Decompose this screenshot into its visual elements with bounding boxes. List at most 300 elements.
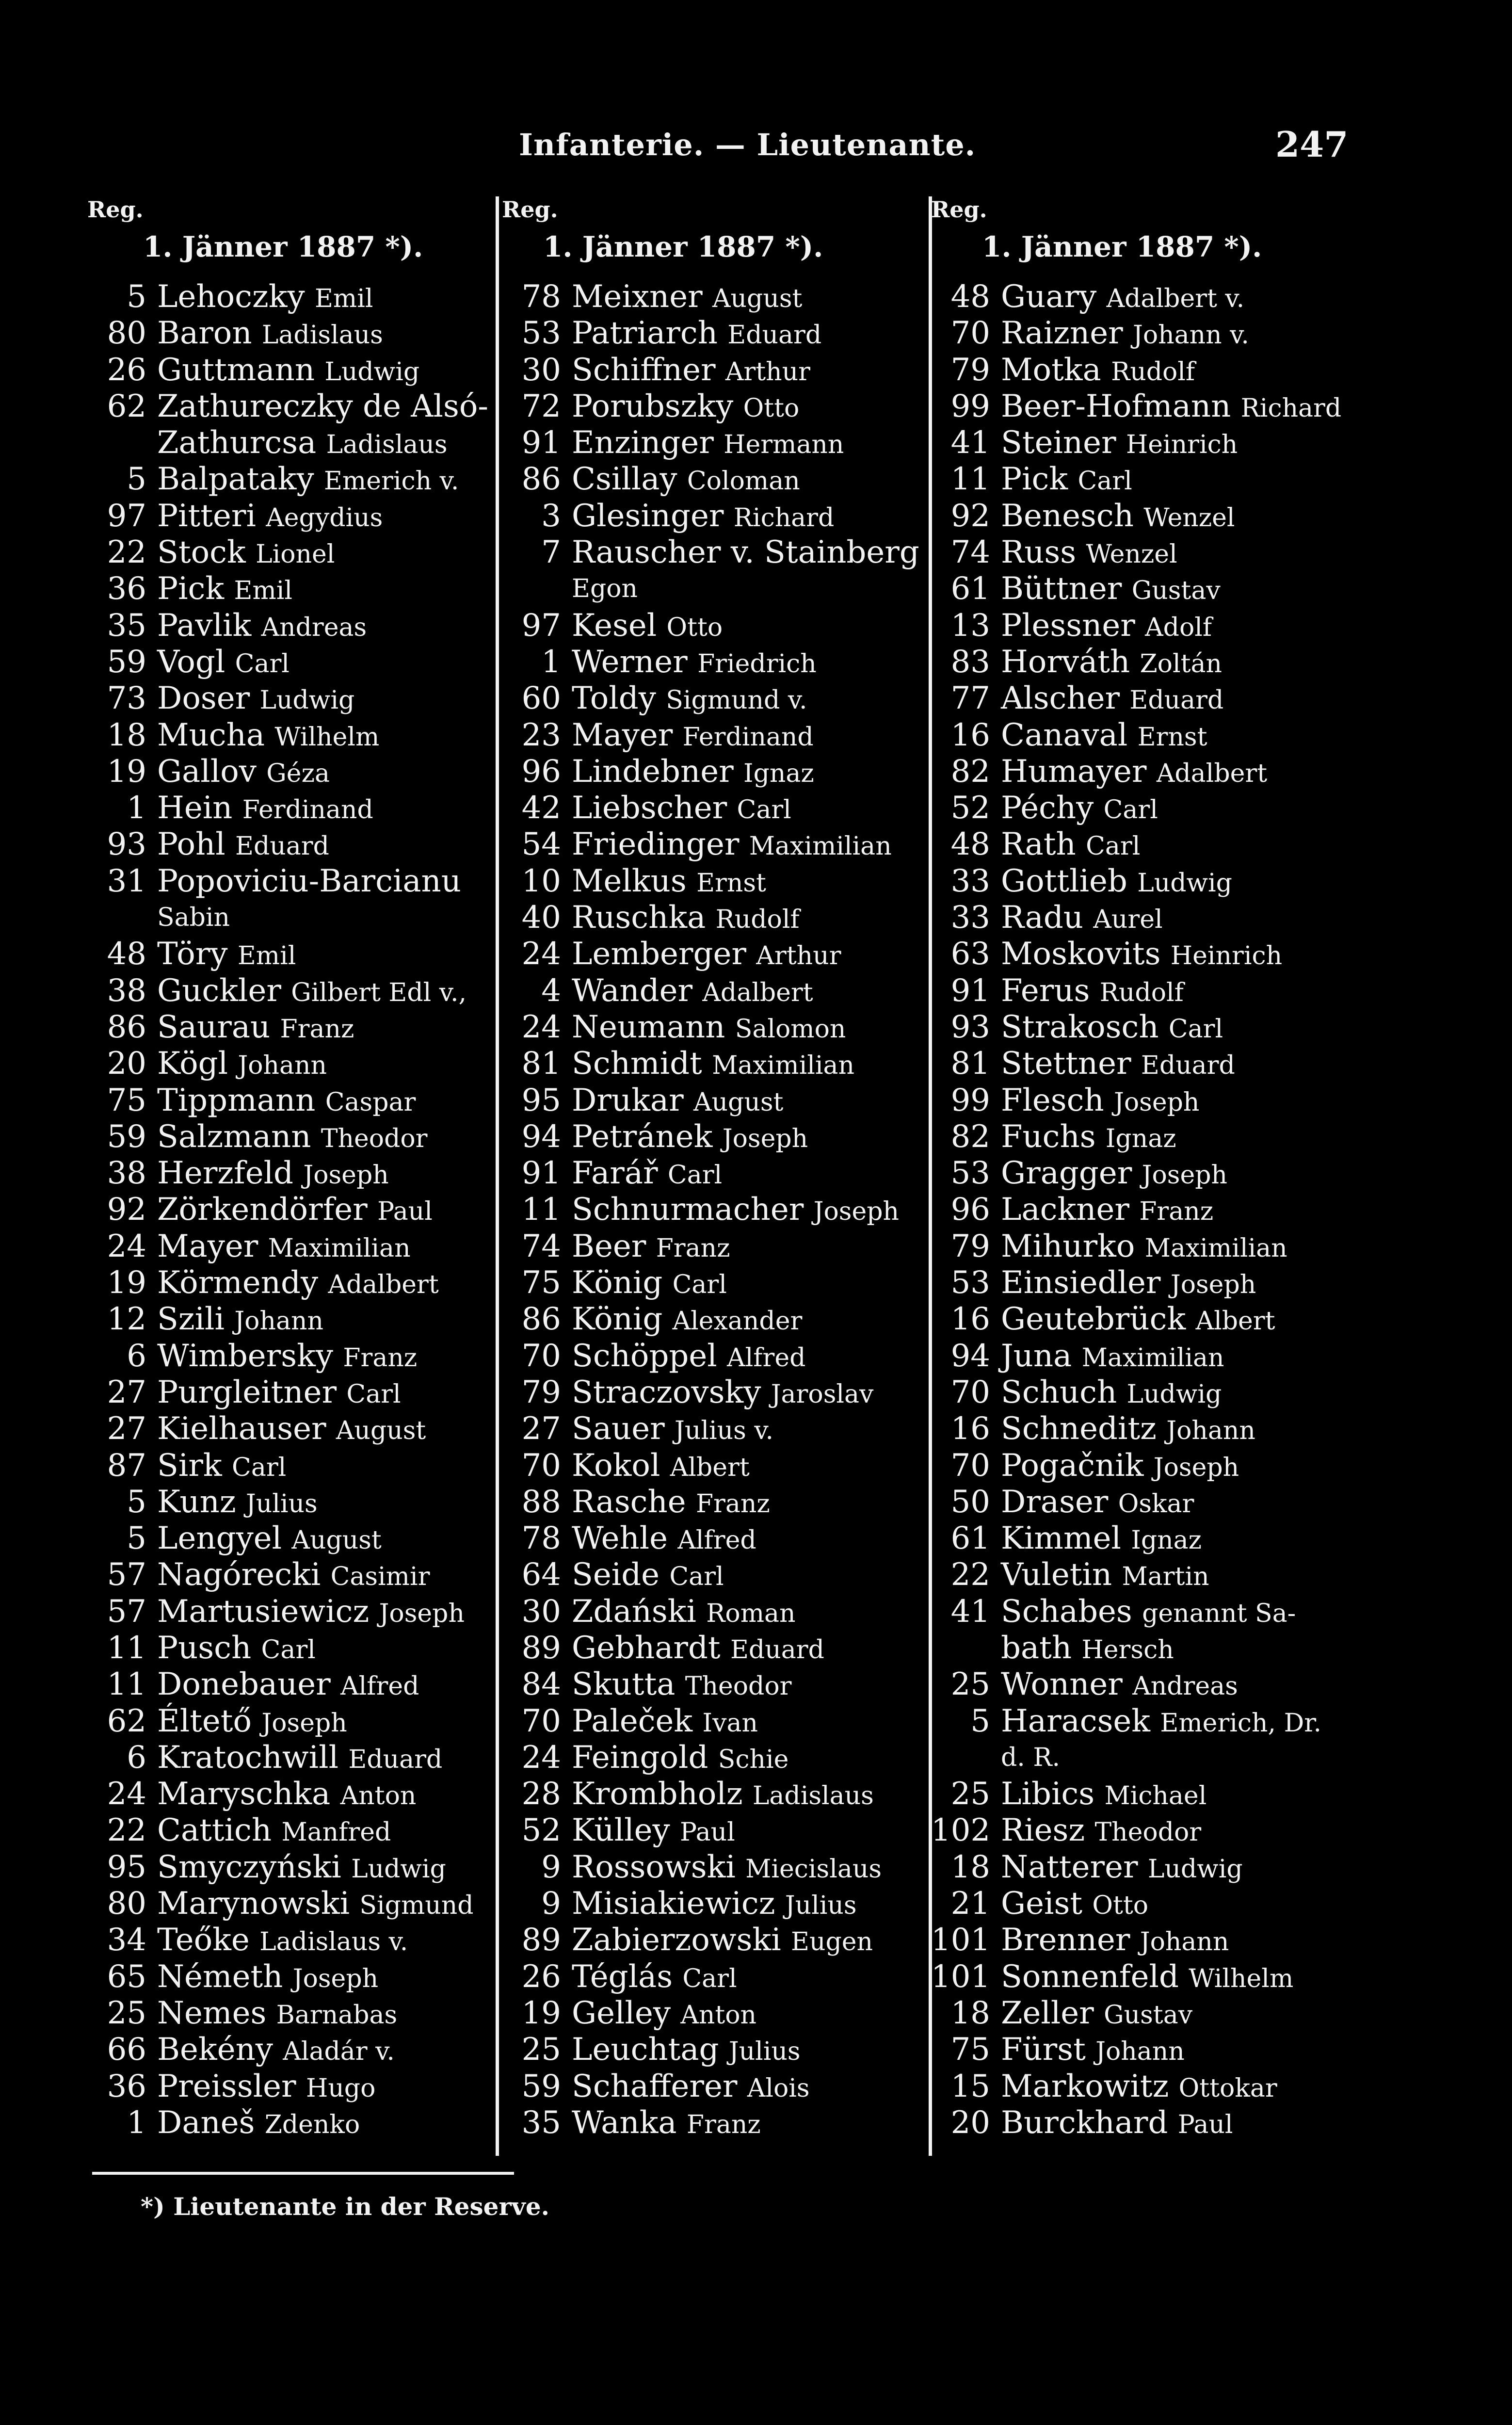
surname: Skutta [572, 1666, 676, 1703]
reg-number: 38 [107, 1155, 146, 1192]
reg-number: 102 [931, 1812, 991, 1849]
given-name: Maximilian [268, 1233, 411, 1263]
given-name: Joseph [379, 1599, 465, 1628]
given-name: Wenzel [1086, 540, 1177, 569]
surname: Gallov [157, 753, 257, 790]
list-item [931, 352, 1358, 388]
given-name: Paul [679, 1818, 735, 1847]
surname: Schnurmacher [572, 1192, 804, 1228]
given-name: Joseph [1170, 1270, 1256, 1300]
surname: Gebhardt [572, 1630, 721, 1666]
reg-number: 4 [541, 972, 561, 1009]
given-name: Anton [340, 1781, 417, 1811]
surname: Petránek [572, 1118, 713, 1155]
reg-number: 59 [107, 644, 146, 680]
reg-number: 72 [521, 388, 561, 424]
surname: Brenner [1001, 1922, 1130, 1958]
page-number: 247 [1275, 124, 1349, 165]
given-name: Franz [343, 1343, 418, 1373]
list-item [931, 534, 1358, 571]
given-name: Ladislaus [326, 430, 448, 460]
given-name: Alois [747, 2073, 810, 2103]
given-name: Gilbert Edl v., [291, 978, 467, 1007]
list-item [87, 1703, 514, 1740]
list-item [87, 1192, 514, 1228]
surname: Daneš [157, 2104, 255, 2141]
list-item [502, 900, 929, 936]
list-item [931, 1484, 1358, 1520]
list-item [87, 1922, 514, 1958]
reg-number: 70 [950, 1447, 990, 1484]
surname: Toldy [572, 680, 656, 717]
list-item [502, 1630, 929, 1666]
given-name: Carl [672, 1270, 727, 1300]
reg-number: 53 [521, 315, 561, 352]
reg-number: 25 [521, 2032, 561, 2068]
surname: Preissler [157, 2068, 296, 2104]
list-item [87, 1046, 514, 1082]
surname: Kielhauser [157, 1411, 326, 1447]
given-name: Wilhelm [1189, 1964, 1294, 1993]
given-name: Maximilian [1081, 1343, 1224, 1373]
surname: Kögl [157, 1046, 228, 1082]
surname: Zörkendörfer [157, 1192, 368, 1228]
reg-number: 28 [521, 1776, 561, 1812]
surname: Doser [157, 680, 250, 717]
list-item [87, 1374, 514, 1411]
surname: Sauer [572, 1411, 665, 1447]
reg-number: 48 [107, 936, 146, 972]
list-item [502, 1301, 929, 1338]
given-name: Franz [280, 1014, 354, 1044]
list-item [87, 352, 514, 388]
reg-number: 20 [950, 2104, 990, 2141]
list-item [502, 1119, 929, 1155]
running-header: Infanterie. — Lieutenante. [519, 127, 976, 162]
surname: Wander [572, 972, 693, 1009]
reg-number: 40 [521, 900, 561, 936]
column-heading: 1. Jänner 1887 *). [543, 230, 823, 263]
surname: Kunz [157, 1484, 236, 1520]
surname: Baron [157, 315, 252, 352]
list-item [87, 1812, 514, 1849]
reg-number: 31 [107, 863, 146, 899]
list-item [87, 1338, 514, 1374]
list-item [87, 863, 514, 900]
list-item [87, 425, 514, 461]
surname: Lemberger [572, 936, 746, 972]
list-item [931, 315, 1358, 352]
surname: Herzfeld [157, 1155, 293, 1192]
list-item [931, 1083, 1358, 1119]
surname: Nagórecki [157, 1557, 321, 1593]
given-name: Zdenko [264, 2110, 360, 2139]
surname: Schabes [1001, 1593, 1132, 1630]
given-name: Andreas [261, 613, 367, 642]
list-item [931, 1046, 1358, 1082]
reg-number: 5 [970, 1703, 990, 1739]
reg-number: 70 [950, 315, 990, 352]
given-name: Adalbert [1156, 759, 1268, 788]
list-item [502, 1009, 929, 1046]
surname: Kokol [572, 1447, 660, 1484]
given-name: Carl [669, 1562, 724, 1592]
list-item [87, 900, 514, 936]
surname: Mihurko [1001, 1228, 1135, 1264]
surname: Benesch [1001, 498, 1134, 534]
given-name: Hersch [1081, 1635, 1174, 1665]
list-item [931, 571, 1358, 607]
list-item [87, 1886, 514, 1922]
surname: Farář [572, 1155, 658, 1192]
surname: Schafferer [572, 2068, 738, 2104]
list-item [931, 1594, 1358, 1630]
column-2 [502, 196, 929, 2141]
surname: Sirk [157, 1447, 222, 1484]
surname: Friedinger [572, 826, 740, 863]
list-item [87, 315, 514, 352]
list-item [87, 936, 514, 972]
reg-number: 52 [950, 790, 990, 826]
surname: Stock [157, 534, 246, 571]
list-item [931, 1155, 1358, 1192]
list-item [502, 1666, 929, 1703]
reg-label: Reg. [502, 196, 558, 223]
surname: Rasche [572, 1484, 686, 1520]
list-item [931, 388, 1358, 425]
given-name: Ottokar [1178, 2073, 1277, 2103]
surname: Vuletin [1001, 1557, 1112, 1593]
reg-number: 53 [950, 1265, 990, 1301]
given-name: Johann [1140, 1927, 1229, 1957]
surname: Gelley [572, 1995, 671, 2031]
reg-label: Reg. [931, 196, 987, 223]
reg-number: 88 [521, 1484, 561, 1520]
list-item [502, 534, 929, 571]
reg-number: 38 [107, 972, 146, 1009]
list-item [502, 279, 929, 315]
given-name: Johann [238, 1051, 327, 1081]
given-name: Julius [245, 1489, 318, 1519]
reg-number: 16 [950, 717, 990, 753]
given-name: Coloman [687, 467, 800, 496]
reg-number: 92 [107, 1192, 146, 1228]
entry-list [87, 279, 514, 2141]
reg-number: 54 [521, 826, 561, 863]
given-name: Wilhelm [274, 722, 380, 752]
given-name: Carl [346, 1379, 401, 1409]
reg-number: 26 [107, 352, 146, 388]
given-name: Carl [261, 1635, 316, 1665]
reg-number: 93 [107, 826, 146, 863]
list-item [502, 425, 929, 461]
given-name: Ferdinand [242, 795, 373, 825]
given-name: Joseph [1142, 1161, 1228, 1190]
list-item [87, 1009, 514, 1046]
surname: Schmidt [572, 1046, 702, 1082]
reg-number: 24 [521, 1739, 561, 1776]
given-name: Ludwig [1147, 1854, 1243, 1884]
given-name: Aegydius [266, 503, 383, 533]
surname: Pusch [157, 1630, 252, 1666]
list-item [87, 388, 514, 425]
entry-list [931, 279, 1358, 2141]
list-item [502, 461, 929, 498]
surname: Horváth [1001, 644, 1130, 680]
reg-number: 86 [107, 1009, 146, 1045]
reg-number: 3 [541, 498, 561, 534]
list-item [502, 2032, 929, 2068]
surname: Humayer [1001, 753, 1147, 790]
reg-number: 36 [107, 2068, 146, 2104]
reg-number: 6 [127, 1338, 146, 1374]
given-name: Joseph [1114, 1087, 1200, 1117]
reg-number: 62 [107, 388, 146, 424]
reg-number: 84 [521, 1666, 561, 1703]
list-item [502, 1229, 929, 1265]
list-item [502, 1886, 929, 1922]
surname: Szili [157, 1301, 225, 1338]
given-name: Ludwig [324, 357, 420, 387]
surname: Tippmann [157, 1082, 316, 1118]
list-item [502, 1083, 929, 1119]
surname: Marynowski [157, 1886, 350, 1922]
given-name: Hermann [724, 430, 844, 460]
given-name: Zoltán [1140, 649, 1222, 679]
list-item [931, 2032, 1358, 2068]
reg-number: 59 [521, 2068, 561, 2104]
given-name: Joseph [1153, 1453, 1239, 1482]
surname: Natterer [1001, 1849, 1138, 1885]
surname: Külley [572, 1812, 670, 1849]
reg-number: 95 [521, 1082, 561, 1118]
list-item [87, 461, 514, 498]
given-name: Martin [1122, 1562, 1209, 1592]
reg-number: 9 [541, 1886, 561, 1922]
given-name: Roman [706, 1599, 796, 1628]
reg-number: 25 [107, 1995, 146, 2031]
reg-number: 62 [107, 1703, 146, 1739]
reg-number: 95 [107, 1849, 146, 1885]
reg-number: 13 [950, 607, 990, 644]
given-name: Eduard [1129, 686, 1224, 715]
list-item [502, 1265, 929, 1301]
list-item [502, 1374, 929, 1411]
given-name: Adalbert v. [1106, 284, 1245, 313]
surname: Leuchtag [572, 2032, 719, 2068]
reg-number: 48 [950, 279, 990, 315]
given-name: Sigmund v. [666, 686, 807, 715]
surname: Markowitz [1001, 2068, 1169, 2104]
column-1 [87, 196, 514, 2141]
surname: Haracsek [1001, 1703, 1151, 1739]
given-name: Egon [572, 574, 638, 604]
reg-number: 9 [541, 1849, 561, 1885]
given-name: Carl [667, 1161, 723, 1190]
surname: Mayer [572, 717, 673, 753]
given-name: Ludwig [1126, 1379, 1222, 1409]
reg-number: 42 [521, 790, 561, 826]
surname: König [572, 1301, 663, 1338]
surname: Gottlieb [1001, 863, 1127, 899]
surname: Pohl [157, 826, 225, 863]
given-name: Ivan [702, 1708, 758, 1738]
given-name: August [693, 1087, 784, 1117]
given-name: Albert [1195, 1307, 1275, 1336]
surname: Vogl [157, 644, 225, 680]
column-heading: 1. Jänner 1887 *). [143, 230, 423, 263]
list-item [502, 863, 929, 900]
reg-number: 21 [950, 1886, 990, 1922]
list-item [502, 1520, 929, 1557]
given-name: Otto [666, 613, 723, 642]
reg-number: 26 [521, 1958, 561, 1995]
given-name: Maximilian [749, 832, 892, 861]
given-name: Joseph [261, 1708, 347, 1738]
reg-number: 82 [950, 1118, 990, 1155]
reg-number: 27 [107, 1374, 146, 1410]
reg-number: 70 [521, 1703, 561, 1739]
reg-number: 1 [127, 790, 146, 826]
given-name: Franz [656, 1233, 730, 1263]
reg-number: 57 [107, 1557, 146, 1593]
given-name: Arthur [725, 357, 811, 387]
list-item [502, 608, 929, 644]
surname: Werner [572, 644, 688, 680]
reg-number: 92 [950, 498, 990, 534]
list-item [87, 608, 514, 644]
surname: Meixner [572, 279, 703, 315]
footnote: *) Lieutenante in der Reserve. [141, 2192, 550, 2221]
list-item [931, 1849, 1358, 1886]
list-item [87, 1630, 514, 1666]
reg-number: 96 [950, 1192, 990, 1228]
surname: Krombholz [572, 1776, 743, 1812]
surname: Hein [157, 790, 233, 826]
given-name: Carl [1086, 832, 1141, 861]
list-item [502, 315, 929, 352]
reg-number: 78 [521, 1520, 561, 1557]
reg-number: 24 [107, 1776, 146, 1812]
reg-number: 30 [521, 1593, 561, 1630]
reg-number: 19 [521, 1995, 561, 2031]
reg-number: 82 [950, 753, 990, 790]
list-item [502, 1046, 929, 1082]
list-item [931, 1411, 1358, 1447]
reg-number: 25 [950, 1776, 990, 1812]
surname: Mayer [157, 1228, 258, 1264]
given-name: Johann [1095, 2037, 1185, 2067]
given-name: Oskar [1118, 1489, 1194, 1519]
given-name: Theodor [321, 1124, 428, 1153]
surname: Töry [157, 936, 228, 972]
reg-number: 34 [107, 1922, 146, 1958]
list-item [931, 1301, 1358, 1338]
surname: Cattich [157, 1812, 272, 1849]
surname: Flesch [1001, 1082, 1104, 1118]
list-item [931, 425, 1358, 461]
column-heading: 1. Jänner 1887 *). [982, 230, 1262, 263]
list-item [502, 790, 929, 826]
list-item [502, 936, 929, 972]
given-name: Carl [1168, 1014, 1223, 1044]
surname: Strakosch [1001, 1009, 1159, 1045]
surname: Pitteri [157, 498, 256, 534]
surname: Guary [1001, 279, 1097, 315]
list-item [931, 608, 1358, 644]
reg-number: 66 [107, 2032, 146, 2068]
surname: Németh [157, 1958, 283, 1995]
given-name: Otto [743, 393, 800, 423]
list-item [502, 754, 929, 790]
list-item [87, 680, 514, 717]
surname: Mucha [157, 717, 265, 753]
surname: Paleček [572, 1703, 693, 1739]
list-item [931, 754, 1358, 790]
reg-number: 61 [950, 1520, 990, 1557]
reg-number: 7 [541, 534, 561, 571]
given-name: Manfred [281, 1818, 391, 1847]
list-item [87, 1594, 514, 1630]
list-item [931, 1192, 1358, 1228]
reg-number: 80 [107, 1886, 146, 1922]
surname: Éltető [157, 1703, 252, 1739]
surname: Guckler [157, 972, 281, 1009]
surname: Stettner [1001, 1046, 1131, 1082]
surname: Zathurcsa [157, 425, 317, 461]
reg-number: 11 [521, 1192, 561, 1228]
surname: Ferus [1001, 972, 1090, 1009]
reg-number: 89 [521, 1922, 561, 1958]
reg-number: 24 [521, 936, 561, 972]
list-item [931, 826, 1358, 863]
reg-number: 12 [107, 1301, 146, 1338]
given-name: Rudolf [1111, 357, 1195, 387]
surname: Moskovits [1001, 936, 1161, 972]
given-name: Aurel [1093, 905, 1163, 935]
reg-number: 5 [127, 1520, 146, 1557]
reg-number: 1 [127, 2104, 146, 2141]
list-item [931, 644, 1358, 680]
given-name: Otto [1092, 1891, 1149, 1921]
list-item [87, 1740, 514, 1776]
reg-number: 74 [521, 1228, 561, 1264]
given-name: Carl [682, 1964, 737, 1993]
list-item [87, 2105, 514, 2141]
surname: Zathureczky de Alsó- [157, 388, 488, 424]
given-name: Maximilian [712, 1051, 854, 1081]
surname: Draser [1001, 1484, 1109, 1520]
given-name: Lionel [256, 540, 335, 569]
list-item [502, 1192, 929, 1228]
surname: Melkus [572, 863, 687, 899]
given-name: Alfred [340, 1672, 419, 1701]
list-item [931, 1338, 1358, 1374]
reg-number: 16 [950, 1411, 990, 1447]
list-item [502, 1155, 929, 1192]
reg-number: 89 [521, 1630, 561, 1666]
surname: Schiffner [572, 352, 716, 388]
reg-number: 83 [950, 644, 990, 680]
surname: Lengyel [157, 1520, 282, 1557]
column-3 [931, 196, 1358, 2141]
reg-number: 15 [950, 2068, 990, 2104]
list-item [502, 1812, 929, 1849]
list-item [502, 498, 929, 534]
surname: Riesz [1001, 1812, 1085, 1849]
reg-number: 79 [950, 1228, 990, 1264]
reg-number: 22 [950, 1557, 990, 1593]
